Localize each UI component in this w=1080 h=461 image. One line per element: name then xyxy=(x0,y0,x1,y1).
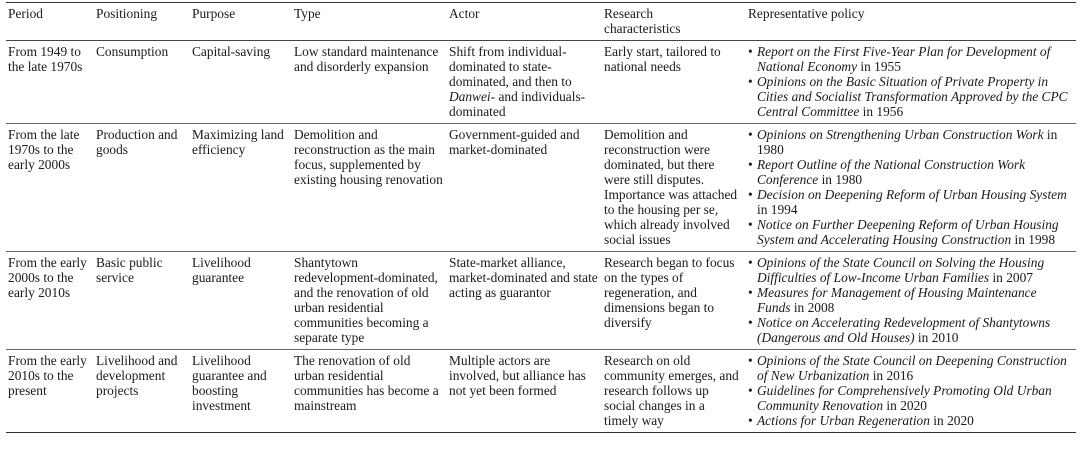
header-actor: Actor xyxy=(449,6,480,21)
bullet-icon: • xyxy=(748,353,753,368)
policy-cell xyxy=(746,41,1076,124)
bullet-icon: • xyxy=(748,157,753,172)
policy-item xyxy=(748,74,1072,119)
policy-item xyxy=(748,413,1072,428)
policy-title: Measures for Management of Housing Maintenance Funds xyxy=(757,285,1037,315)
policy-title: Opinions on Strengthening Urban Construction Work xyxy=(757,127,1044,142)
policy-item xyxy=(748,255,1072,285)
actor-text: Multiple actors are involved, but alliance has not yet been formed xyxy=(449,353,586,398)
research-cell: Demolition and reconstruction were dominated, but there were still disputes. Importance was attached to the housing per se, which already involved social issues xyxy=(604,127,738,247)
policy-list xyxy=(748,255,1072,345)
policy-list xyxy=(748,353,1072,428)
policy-year: in 2020 xyxy=(929,413,974,428)
policy-list xyxy=(748,44,1072,119)
policy-year: in 1955 xyxy=(857,59,901,74)
type-cell: Low standard maintenance and disorderly expansion xyxy=(294,44,439,74)
policy-title: Opinions on the Basic Situation of Private Property in Cities and Socialist Transformation Approved by the CPC Central Committee xyxy=(757,74,1068,119)
policy-item xyxy=(748,383,1072,413)
bullet-icon: • xyxy=(748,413,753,428)
policy-item xyxy=(748,217,1072,247)
header-type: Type xyxy=(294,6,321,21)
policy-year: in 1980 xyxy=(757,127,1058,157)
bullet-icon: • xyxy=(748,383,753,398)
research-cell: Early start, tailored to national needs xyxy=(604,44,721,74)
period-cell: From 1949 to the late 1970s xyxy=(8,44,83,74)
actor-text: Shift from individual-dominated to state-dominated, and then to xyxy=(449,44,572,89)
actor-text: Government-guided and market-dominated xyxy=(449,127,580,157)
bullet-icon: • xyxy=(748,315,753,330)
header-positioning: Positioning xyxy=(96,6,158,21)
positioning-cell: Consumption xyxy=(96,44,169,59)
actor-text: State-market alliance, market-dominated and state acting as guarantor xyxy=(449,255,598,300)
policy-year: in 2016 xyxy=(869,368,914,383)
purpose-cell: Livelihood guarantee and boosting investment xyxy=(192,353,267,413)
policy-year: in 1994 xyxy=(757,202,798,217)
table-row xyxy=(6,350,1076,433)
policy-year: in 1956 xyxy=(859,104,904,119)
policy-year: in 2008 xyxy=(790,300,835,315)
policy-item xyxy=(748,353,1072,383)
policy-item xyxy=(748,315,1072,345)
header-period: Period xyxy=(8,6,43,21)
actor-cell xyxy=(447,124,602,252)
positioning-cell: Production and goods xyxy=(96,127,178,157)
policy-year: in 2007 xyxy=(989,270,1033,285)
header-row xyxy=(6,3,1076,41)
table-row xyxy=(6,252,1076,350)
type-cell: The renovation of old urban residential communities has become a mainstream xyxy=(294,353,439,413)
bullet-icon: • xyxy=(748,44,753,59)
policy-title: Decision on Deepening Reform of Urban Housing System xyxy=(757,187,1067,202)
type-cell: Shantytown redevelopment-dominated, and the renovation of old urban residential communities becoming a separate type xyxy=(294,255,438,345)
bullet-icon: • xyxy=(748,255,753,270)
policy-title: Report on the First Five-Year Plan for Development of National Economy xyxy=(757,44,1051,74)
policy-title: Report Outline of the National Construction Work Conference xyxy=(757,157,1026,187)
positioning-cell: Livelihood and development projects xyxy=(96,353,178,398)
policy-year: in 1998 xyxy=(1011,232,1056,247)
policy-year: in 2010 xyxy=(914,330,959,345)
policy-title: Opinions of the State Council on Deepening Construction of New Urbanization xyxy=(757,353,1067,383)
bullet-icon: • xyxy=(748,127,753,142)
actor-cell xyxy=(447,252,602,350)
policy-title: Opinions of the State Council on Solving the Housing Difficulties of Low-Income Urban Families xyxy=(757,255,1045,285)
header-policy: Representative policy xyxy=(748,6,865,21)
policy-item xyxy=(748,127,1072,157)
policy-year: in 1980 xyxy=(818,172,863,187)
policy-title: Guidelines for Comprehensively Promoting Old Urban Community Renovation xyxy=(757,383,1052,413)
purpose-cell: Capital-saving xyxy=(192,44,271,59)
period-cell: From the early 2000s to the early 2010s xyxy=(8,255,87,300)
policy-item xyxy=(748,44,1072,74)
actor-cell xyxy=(447,350,602,433)
bullet-icon: • xyxy=(748,217,753,232)
table-body xyxy=(6,41,1076,433)
bullet-icon: • xyxy=(748,285,753,300)
type-cell: Demolition and reconstruction as the main focus, supplemented by existing housing renovation xyxy=(294,127,443,187)
policy-cell xyxy=(746,124,1076,252)
table-row xyxy=(6,124,1076,252)
policy-cell xyxy=(746,252,1076,350)
purpose-cell: Maximizing land efficiency xyxy=(192,127,284,157)
policy-cell xyxy=(746,350,1076,433)
research-cell: Research on old community emerges, and research follows up social changes in a timely way xyxy=(604,353,739,428)
actor-text: - and individuals-dominated xyxy=(449,89,586,119)
header-research: Research characteristics xyxy=(604,6,681,36)
policy-item xyxy=(748,285,1072,315)
policy-item xyxy=(748,157,1072,187)
bullet-icon: • xyxy=(748,187,753,202)
policy-table xyxy=(6,2,1076,433)
positioning-cell: Basic public service xyxy=(96,255,163,285)
research-cell: Research began to focus on the types of regeneration, and dimensions began to diversify xyxy=(604,255,735,330)
purpose-cell: Livelihood guarantee xyxy=(192,255,251,285)
policy-title: Notice on Accelerating Redevelopment of Shantytowns (Dangerous and Old Houses) xyxy=(757,315,1051,345)
table-header xyxy=(6,3,1076,41)
period-cell: From the late 1970s to the early 2000s xyxy=(8,127,80,172)
period-cell: From the early 2010s to the present xyxy=(8,353,87,398)
table-row xyxy=(6,41,1076,124)
actor-cell xyxy=(447,41,602,124)
policy-title: Actions for Urban Regeneration xyxy=(757,413,930,428)
bullet-icon: • xyxy=(748,74,753,89)
header-purpose: Purpose xyxy=(192,6,236,21)
policy-title: Notice on Further Deepening Reform of Urban Housing System and Accelerating Housing Construction xyxy=(757,217,1059,247)
policy-year: in 2020 xyxy=(883,398,927,413)
actor-italic-term: Danwei xyxy=(449,89,491,104)
policy-item xyxy=(748,187,1072,217)
policy-list xyxy=(748,127,1072,247)
